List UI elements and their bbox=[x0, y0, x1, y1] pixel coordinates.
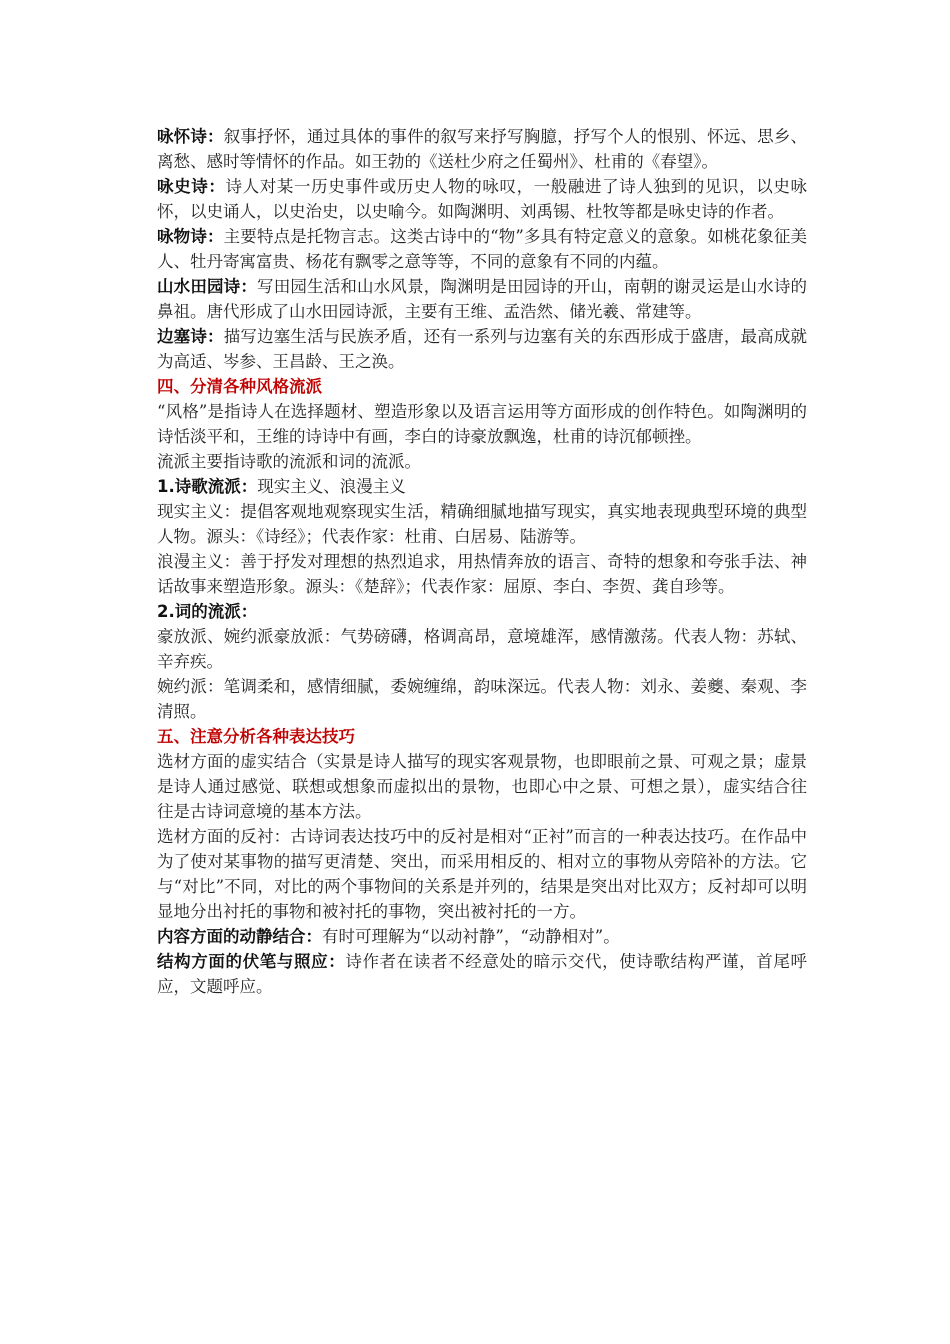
text-shanshui: 写田园生活和山水风景，陶渊明是田园诗的开山，南朝的谢灵运是山水诗的鼻祖。唐代形成了山水田园诗派，主要有王维、孟浩然、储光羲、常建等。 bbox=[157, 277, 808, 321]
term-yongwu: 咏物诗： bbox=[157, 227, 224, 246]
dongjing-text: 有时可理解为“以动衬静”，“动静相对”。 bbox=[322, 927, 620, 946]
fubi-term: 结构方面的伏笔与照应： bbox=[157, 952, 346, 971]
text-yonghuai: 叙事抒怀，通过具体的事件的叙写来抒写胸臆，抒写个人的恨别、怀远、思乡、离愁、感时等情怀的作品。如王勃的《送杜少府之任蜀州》、杜甫的《春望》。 bbox=[157, 127, 808, 171]
xushi-paragraph: 选材方面的虚实结合（实景是诗人描写的现实客观景物，也即眼前之景、可观之景；虚景是诗人通过感觉、联想或想象而虚拟出的景物，也即心中之景、可想之景），虚实结合往往是古诗词意境的基本方法。 bbox=[157, 752, 807, 821]
realism-paragraph: 现实主义：提倡客观地观察现实生活，精确细腻地描写现实，真实地表现典型环境的典型人物。源头：《诗经》；代表作家：杜甫、白居易、陆游等。 bbox=[157, 502, 807, 546]
style-definition: “风格”是指诗人在选择题材、塑造形象以及语言运用等方面形成的创作特色。如陶渊明的诗恬淡平和，王维的诗诗中有画，李白的诗豪放飘逸，杜甫的诗沉郁顿挫。 bbox=[157, 402, 807, 446]
dongjing-paragraph bbox=[157, 924, 807, 949]
paragraph-yonghuai bbox=[157, 124, 807, 174]
fanchen-paragraph: 选材方面的反衬：古诗词表达技巧中的反衬是相对“正衬”而言的一种表达技巧。在作品中为了使对某事物的描写更清楚、突出，而采用相反的、相对立的事物从旁陪补的方法。它与“对比”不同，对比的两个事物间的关系是并列的，结果是突出对比双方；反衬却可以明显地分出衬托的事物和被衬托的事物，突出被衬托的一方。 bbox=[157, 827, 807, 921]
poetry-schools-text: 现实主义、浪漫主义 bbox=[257, 477, 406, 496]
romanticism-paragraph: 浪漫主义：善于抒发对理想的热烈追求，用热情奔放的语言、奇特的想象和夸张手法、神话故事来塑造形象。源头：《楚辞》；代表作家：屈原、李白、李贺、龚自珍等。 bbox=[157, 552, 807, 596]
ci-schools bbox=[157, 599, 807, 624]
ci-schools-label: 2.词的流派： bbox=[157, 602, 258, 621]
term-yongshi: 咏史诗： bbox=[157, 177, 226, 196]
dongjing-term: 内容方面的动静结合： bbox=[157, 927, 322, 946]
paragraph-yongwu bbox=[157, 224, 807, 274]
paragraph-yongshi bbox=[157, 174, 807, 224]
text-yongwu: 主要特点是托物言志。这类古诗中的“物”多具有特定意义的意象。如桃花象征美人、牡丹寄寓富贵、杨花有飘零之意等等，不同的意象有不同的内蕴。 bbox=[157, 227, 808, 271]
poetry-schools-label: 1.诗歌流派： bbox=[157, 477, 258, 496]
fubi-text: 诗作者在读者不经意处的暗示交代，使诗歌结构严谨，首尾呼应，文题呼应。 bbox=[157, 952, 808, 996]
term-biansai: 边塞诗： bbox=[157, 327, 224, 346]
section-4-heading: 四、分清各种风格流派 bbox=[157, 377, 322, 396]
text-yongshi: 诗人对某一历史事件或历史人物的咏叹，一般融进了诗人独到的见识，以史咏怀，以史诵人，以史治史，以史喻今。如陶渊明、刘禹锡、杜牧等都是咏史诗的作者。 bbox=[157, 177, 808, 221]
school-intro: 流派主要指诗歌的流派和词的流派。 bbox=[157, 452, 421, 471]
term-yonghuai: 咏怀诗： bbox=[157, 127, 224, 146]
text-biansai: 描写边塞生活与民族矛盾，还有一系列与边塞有关的东西形成于盛唐，最高成就为高适、岑参、王昌龄、王之涣。 bbox=[157, 327, 808, 371]
haofang-paragraph: 豪放派、婉约派豪放派：气势磅礴，格调高昂，意境雄浑，感情激荡。代表人物：苏轼、辛弃疾。 bbox=[157, 627, 807, 671]
term-shanshui: 山水田园诗： bbox=[157, 277, 258, 296]
paragraph-shanshui bbox=[157, 274, 807, 324]
document-page bbox=[157, 124, 807, 999]
fubi-paragraph bbox=[157, 949, 807, 999]
wanyue-paragraph: 婉约派：笔调柔和，感情细腻，委婉缠绵，韵味深远。代表人物：刘永、姜夔、秦观、李清照。 bbox=[157, 677, 807, 721]
poetry-schools bbox=[157, 474, 807, 499]
paragraph-biansai bbox=[157, 324, 807, 374]
section-5-heading: 五、注意分析各种表达技巧 bbox=[157, 727, 355, 746]
